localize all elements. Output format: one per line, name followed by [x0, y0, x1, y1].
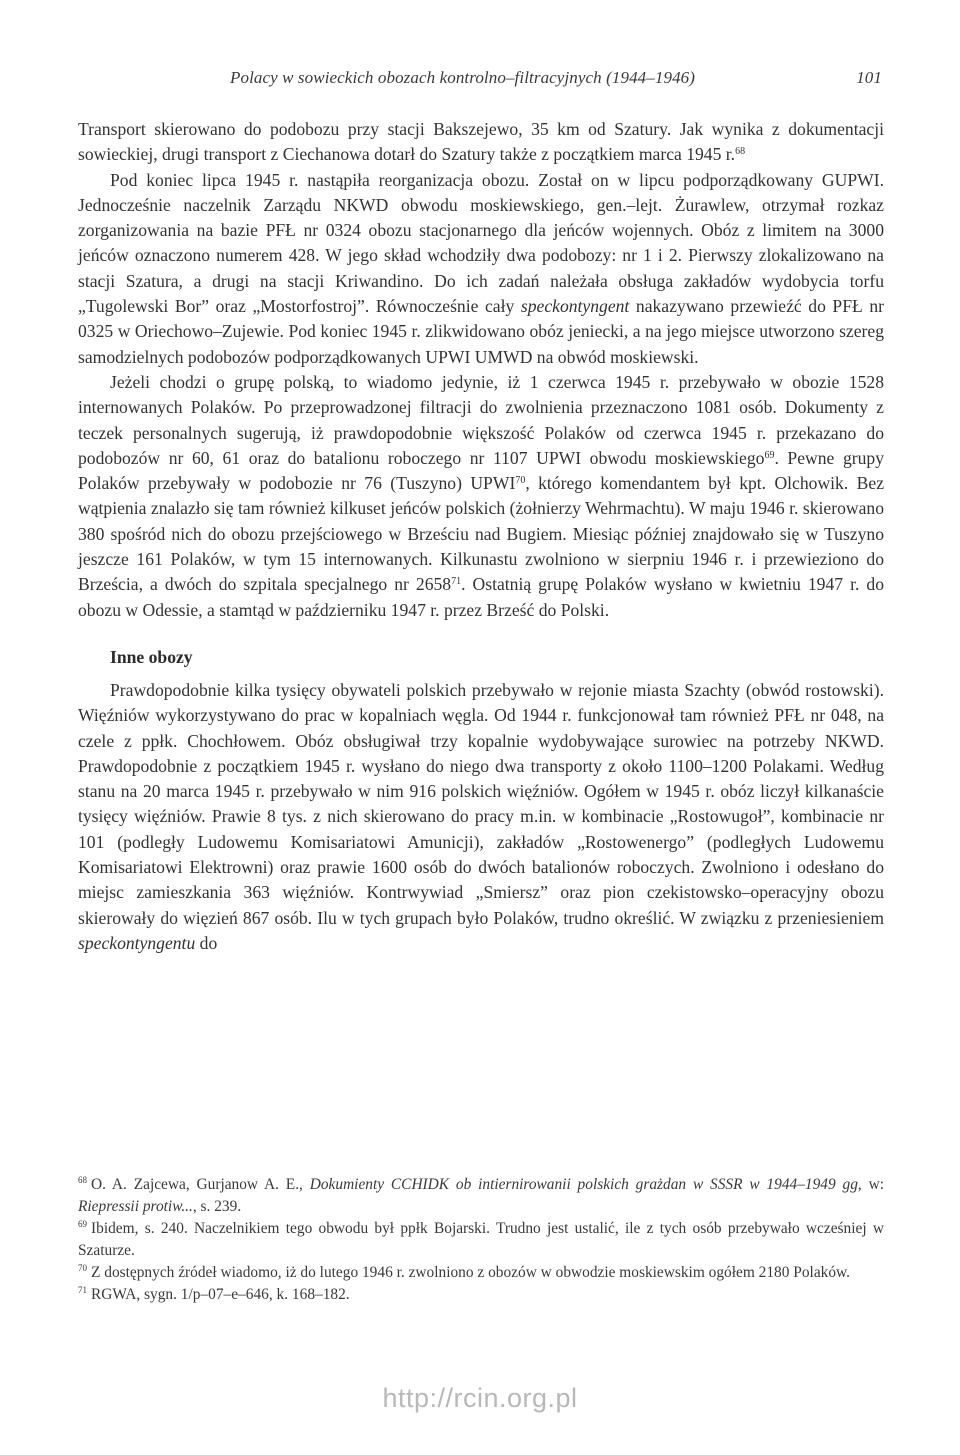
paragraph-2-text-d: nakazywano przewieźć do PFŁ nr 0325 w Oriechowo–Zujewie. Pod koniec 1945 r. zlikwidowano obóz jeniecki, a na jego miejsce utworzono szereg samodzielnych podobozów podporządkowanych UPWI UMWD na obwód moskiewski.: [78, 296, 884, 367]
paragraph-3-text-b: . Pewne grupy Polaków przebywały w podobozie nr 76 (Tuszyno) UPWI: [78, 447, 884, 494]
footnote-68-title: Dokumienty CCHIDK ob intiernirowanii polskich grażdan w SSSR w 1944–1949 gg: [309, 1176, 858, 1193]
paragraph-2: [78, 168, 884, 370]
footnote-68-number: 68: [78, 1175, 87, 1185]
footnote-69-number: 69: [78, 1219, 87, 1229]
body-text: [78, 117, 884, 956]
footnote-68-page: , s. 239.: [192, 1198, 242, 1215]
paragraph-1: [78, 117, 884, 168]
footnote-ref-68[interactable]: 68: [735, 146, 746, 158]
paragraph-4-text-b: do: [199, 932, 218, 953]
footnote-70-number: 70: [78, 1263, 87, 1273]
paragraph-2-text: Pod koniec lipca 1945 r. nastąpiła reorganizacja obozu. Został on w lipcu podporządkowany GUPWI. Jednocześnie naczelnik Zarządu NKWD obwodu moskiewskiego, gen.–lejt. Żurawlew, otrzymał rozkaz zorganizowania na bazie PFŁ nr 0324 obozu stacjonarnego dla jeńców wojennych. Obóz z limitem na 3000 jeńców oznaczono numerem 428. W jego skład wchodziły dwa podobozy: nr 1 i 2. Pierwszy zlokalizowano na stacji Szatura, a drugi na stacji Kriwandino. Do ich zadań należała obsługa zakładów wydobycia torfu „Tugolewski Bor” oraz „Mostorfostroj”.: [78, 169, 884, 317]
paragraph-4: [78, 678, 884, 956]
source-url[interactable]: http://rcin.org.pl: [382, 1383, 578, 1413]
paragraph-1-text: Transport skierowano do podobozu przy stacji Bakszejewo, 35 km od Szatury. Jak wynika z dokumentacji sowieckiej, drugi transport z Ciechanowa dotarł do Szatury także z początkiem marca 1945 r.: [78, 119, 884, 165]
footnote-68-in: , w:: [857, 1176, 884, 1193]
paragraph-2-text-b: Równocześnie cały: [375, 296, 515, 317]
footnote-ref-71[interactable]: 71: [451, 576, 462, 588]
paragraph-4-text-a: Prawdopodobnie kilka tysięcy obywateli polskich przebywało w rejonie miasta Szachty (obwód rostowski). Więźniów wykorzystywano do prac w kopalniach węgla. Od 1944 r. funkcjonował tam również PFŁ nr 048, na czele z ppłk. Chochłowem. Obóz obsługiwał trzy kopalnie wydobywające surowiec na potrzeby NKWD. Prawdopodobnie z początkiem 1945 r. wysłano do niego dwa transporty z około 1100–1200 Polakami. Według stanu na 20 marca 1945 r. przebywało w nim 916 polskich więźniów. Ogółem w 1945 r. obóz liczył kilkanaście tysięcy więźniów. Prawie 8 tys. z nich skierowano do pracy m.in. w kombinacie „Rostowugoł”, kombinacie nr 101 (podległy Ludowemu Komisariatowi Amunicji), zakładów „Rostowenergo” (podległych Ludowemu Komisariatowi Elektrowni) oraz prawie 1600 osób do dwóch batalionów roboczych. Zwolniono i odesłano do miejsc zamieszkania 363 więźniów. Kontrwywiad „Smiersz” oraz pion czekistowsko–operacyjny obozu skierowały do więzień 867 osób. Ilu w tych grupach było Polaków, trudno określić. W związku z przeniesieniem: [78, 679, 884, 928]
footnote-ref-69[interactable]: 69: [764, 449, 775, 461]
paragraph-3: [78, 370, 884, 623]
footnote-69-text: Ibidem, s. 240. Naczelnikiem tego obwodu był ppłk Bojarski. Trudno jest ustalić, ile z tych osób przebywało wcześniej w Szaturze.: [78, 1220, 884, 1259]
footnotes: [78, 1174, 884, 1306]
footnote-71-number: 71: [78, 1285, 87, 1295]
paragraph-3-text-c: , którego komendantem był kpt. Olchowik. Bez wątpienia znalazło się tam również kilkuset jeńców polskich (żołnierzy Wehrmachtu). W maju 1946 r. skierowano 380 spośród nich do obozu przejściowego w Brześciu nad Bugiem. Miesiąc później znajdowało się w Tuszyno jeszcze 161 Polaków, w tym 15 internowanych. Kilkunastu zwolniono w sierpniu 1946 r. i przewieziono do Brześcia, a dwóch do szpitala specjalnego nr 2658: [78, 473, 885, 595]
footnote-70-text: Z dostępnych źródeł wiadomo, iż do lutego 1946 r. zwolniono z obozów w obwodzie moskiewskim ogółem 2180 Polaków.: [91, 1264, 851, 1281]
paragraph-3-text-a: Jeżeli chodzi o grupę polską, to wiadomo jedynie, iż 1 czerwca 1945 r. przebywało w obozie 1528 internowanych Polaków. Po przeprowadzonej filtracji do zwolnienia przeznaczono 1081 osób. Dokumenty z teczek personalnych sugerują, iż prawdopodobnie większość Polaków od czerwca 1945 r. przekazano do podobozów nr 60, 61 oraz do batalionu roboczego nr 1107 UPWI obwodu moskiewskiego: [78, 371, 884, 468]
paragraph-2-term: speckontyngent: [520, 296, 630, 317]
footnote-69: [78, 1218, 884, 1262]
footnote-68-volume: Riepressii protiw...: [78, 1198, 193, 1215]
paragraph-3-text-d: . Ostatnią grupę Polaków wysłano w kwietniu 1947 r. do obozu w Odessie, a stamtąd w październiku 1947 r. przez Brześć do Polski.: [78, 574, 884, 620]
footnote-68: [78, 1174, 884, 1218]
footnote-71-text: RGWA, sygn. 1/p–07–e–646, k. 168–182.: [91, 1286, 350, 1303]
footnote-70: [78, 1262, 884, 1284]
paragraph-4-term: speckontyngentu: [78, 932, 196, 953]
running-head-title: Polacy w sowieckich obozach kontrolno–filtracyjnych (1944–1946): [230, 68, 696, 87]
page-number: 101: [856, 68, 882, 87]
page: [78, 0, 884, 1455]
footnote-68-authors: O. A. Zajcewa, Gurjanow A. E.,: [91, 1176, 303, 1193]
footnote-71: [78, 1284, 884, 1306]
footnote-ref-70[interactable]: 70: [515, 475, 526, 487]
section-heading: Inne obozy: [110, 646, 193, 667]
